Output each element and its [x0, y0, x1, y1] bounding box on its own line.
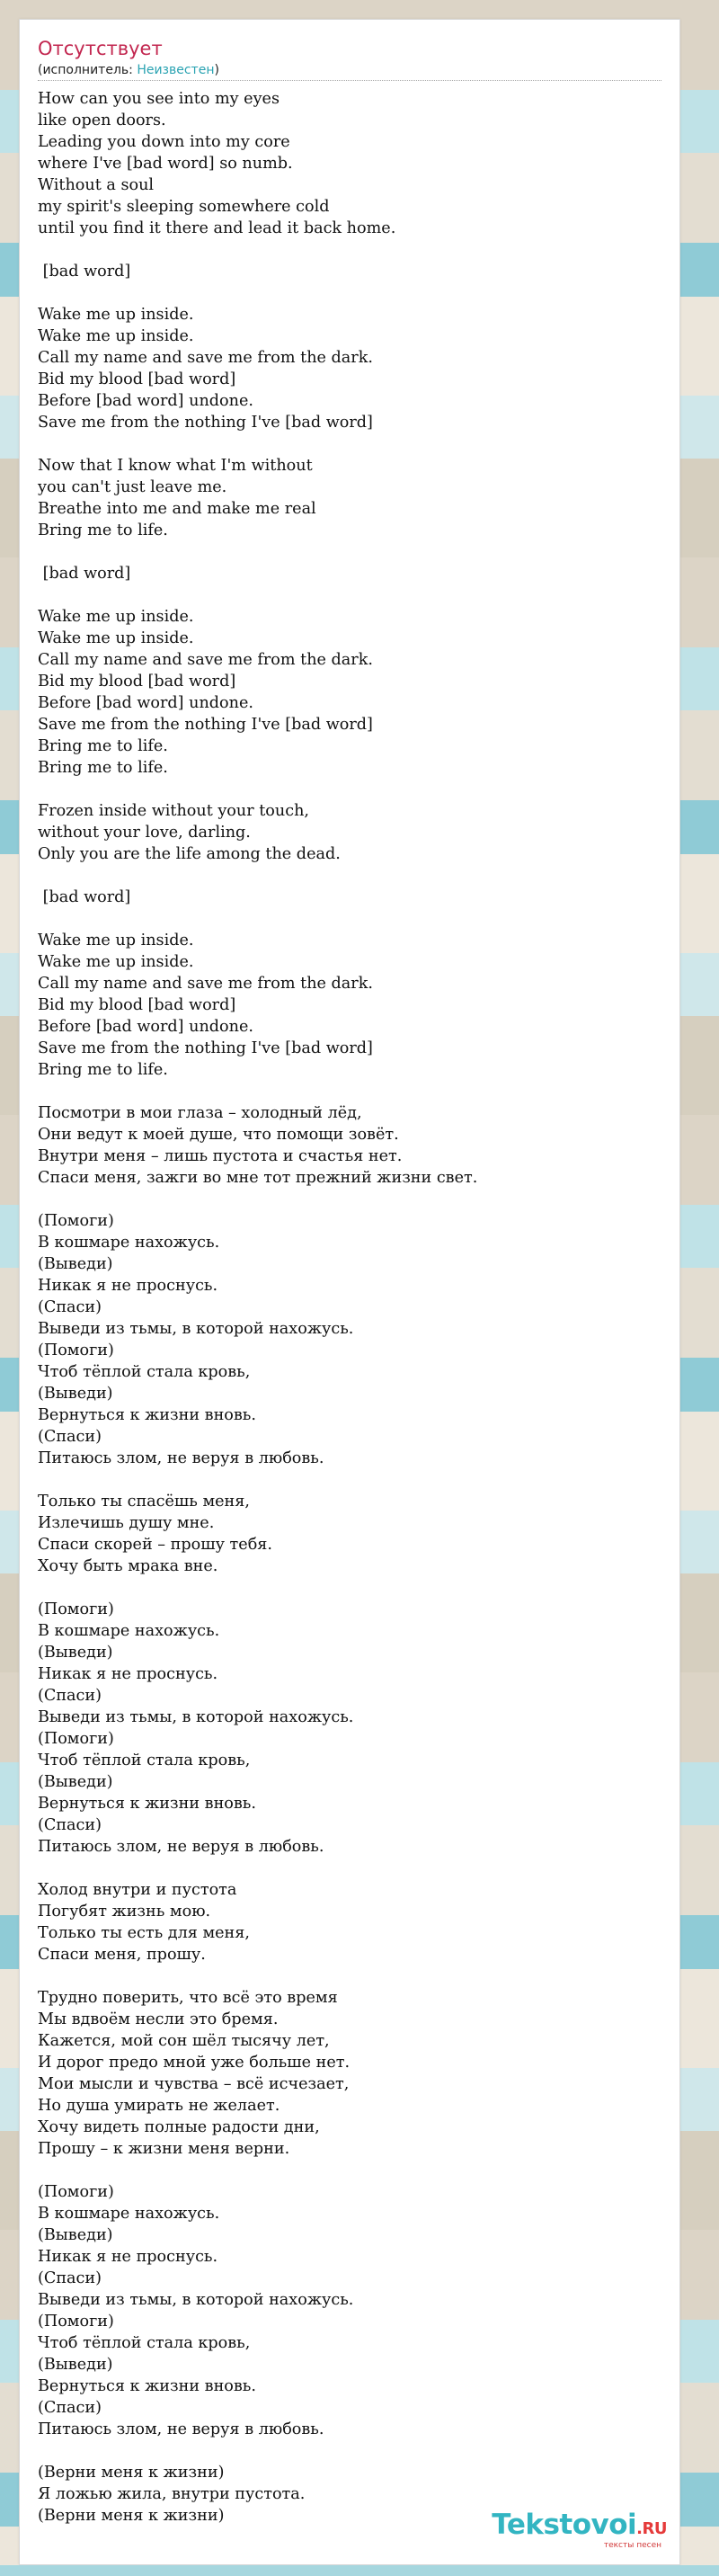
artist-line	[38, 63, 219, 77]
lyrics-text	[38, 88, 477, 2527]
lyrics-line: Save me from the nothing I've [bad word]	[38, 716, 373, 734]
lyrics-line: (Спаси)	[38, 1816, 102, 1834]
lyrics-line: Before [bad word] undone.	[38, 1018, 253, 1036]
lyrics-blank-line	[38, 779, 477, 800]
lyrics-line: How can you see into my eyes	[38, 90, 280, 108]
lyrics-line: Bid my blood [bad word]	[38, 370, 236, 388]
logo-main-text: Tekstovoi	[492, 2509, 637, 2541]
lyrics-line: Bring me to life.	[38, 759, 168, 777]
lyrics-line: Wake me up inside.	[38, 327, 194, 345]
lyrics-blank-line	[38, 2440, 477, 2462]
lyrics-line: Никак я не проснусь.	[38, 1277, 218, 1295]
lyrics-line: Посмотри в мои глаза – холодный лёд,	[38, 1104, 362, 1122]
lyrics-line: Only you are the life among the dead.	[38, 845, 341, 863]
lyrics-line: Call my name and save me from the dark.	[38, 651, 373, 669]
lyrics-blank-line	[38, 2160, 477, 2181]
lyrics-line: Никак я не проснусь.	[38, 2248, 218, 2266]
lyrics-line: (Выведи)	[38, 1773, 113, 1791]
lyrics-line: Излечишь душу мне.	[38, 1514, 215, 1532]
lyrics-blank-line	[38, 433, 477, 455]
lyrics-line: (Помоги)	[38, 1730, 114, 1748]
lyrics-line: Save me from the nothing I've [bad word]	[38, 414, 373, 432]
lyrics-line: Трудно поверить, что всё это время	[38, 1989, 338, 2007]
lyrics-line: [bad word]	[38, 565, 131, 583]
lyrics-line: my spirit's sleeping somewhere cold	[38, 198, 330, 216]
site-logo[interactable]	[492, 2511, 667, 2550]
lyrics-line: Before [bad word] undone.	[38, 694, 253, 712]
lyrics-line: Никак я не проснусь.	[38, 1665, 218, 1683]
lyrics-line: Wake me up inside.	[38, 306, 194, 324]
lyrics-line: (Выведи)	[38, 1385, 113, 1403]
lyrics-line: Call my name and save me from the dark.	[38, 349, 373, 367]
lyrics-line: Вернуться к жизни вновь.	[38, 2377, 256, 2395]
lyrics-line: Вернуться к жизни вновь.	[38, 1406, 256, 1424]
lyrics-line: (Помоги)	[38, 1341, 114, 1359]
lyrics-line: (Помоги)	[38, 1212, 114, 1230]
lyrics-line: Хочу видеть полные радости дни,	[38, 2118, 320, 2136]
lyrics-line: Питаюсь злом, не веруя в любовь.	[38, 1449, 324, 1467]
lyrics-line: where I've [bad word] so numb.	[38, 155, 293, 173]
lyrics-line: Мы вдвоём несли это бремя.	[38, 2010, 279, 2028]
lyrics-line: [bad word]	[38, 888, 131, 906]
lyrics-line: Мои мысли и чувства – всё исчезает,	[38, 2075, 350, 2093]
lyrics-line: Чтоб тёплой стала кровь,	[38, 1363, 251, 1381]
lyrics-line: Холод внутри и пустота	[38, 1881, 237, 1899]
lyrics-line: until you find it there and lead it back home.	[38, 219, 396, 237]
title-divider	[38, 80, 661, 81]
lyrics-line: В кошмаре нахожусь.	[38, 2205, 220, 2223]
lyrics-line: Bring me to life.	[38, 737, 168, 755]
lyrics-line: Bring me to life.	[38, 1061, 168, 1079]
lyrics-line: (Помоги)	[38, 2313, 114, 2331]
lyrics-blank-line	[38, 282, 477, 304]
lyrics-line: (Помоги)	[38, 1600, 114, 1618]
lyrics-line: И дорог предо мной уже больше нет.	[38, 2054, 351, 2072]
lyrics-line: Я ложью жила, внутри пустота.	[38, 2485, 306, 2503]
lyrics-line: Внутри меня – лишь пустота и счастья нет.	[38, 1147, 403, 1165]
lyrics-line: (Помоги)	[38, 2183, 114, 2201]
lyrics-line: Но душа умирать не желает.	[38, 2097, 280, 2115]
lyrics-line: Питаюсь злом, не веруя в любовь.	[38, 1838, 324, 1856]
lyrics-line: Save me from the nothing I've [bad word]	[38, 1039, 373, 1057]
lyrics-line: Before [bad word] undone.	[38, 392, 253, 410]
lyrics-line: Bring me to life.	[38, 521, 168, 539]
lyrics-line: Хочу быть мрака вне.	[38, 1557, 218, 1575]
lyrics-line: Только ты спасёшь меня,	[38, 1493, 250, 1511]
lyrics-blank-line	[38, 1858, 477, 1879]
lyrics-line: В кошмаре нахожусь.	[38, 1622, 220, 1640]
lyrics-line: Выведи из тьмы, в которой нахожусь.	[38, 1320, 354, 1338]
lyrics-line: Call my name and save me from the dark.	[38, 975, 373, 993]
lyrics-blank-line	[38, 1469, 477, 1491]
lyrics-line: (Верни меня к жизни)	[38, 2507, 225, 2525]
lyrics-line: Кажется, мой сон шёл тысячу лет,	[38, 2032, 330, 2050]
lyrics-line: Bid my blood [bad word]	[38, 996, 236, 1014]
lyrics-line: Breathe into me and make me real	[38, 500, 316, 518]
lyrics-line: (Выведи)	[38, 1644, 113, 1662]
lyrics-line: Чтоб тёплой стала кровь,	[38, 2334, 251, 2352]
lyrics-line: without your love, darling.	[38, 824, 251, 842]
artist-link[interactable]: Неизвестен	[137, 63, 215, 77]
logo-tld: .RU	[636, 2519, 667, 2538]
lyrics-line: Выведи из тьмы, в которой нахожусь.	[38, 1708, 354, 1726]
lyrics-line: (Выведи)	[38, 2356, 113, 2374]
lyrics-card	[19, 19, 680, 2565]
lyrics-line: (Верни меня к жизни)	[38, 2464, 225, 2482]
lyrics-line: Wake me up inside.	[38, 953, 194, 971]
lyrics-blank-line	[38, 1965, 477, 1987]
lyrics-blank-line	[38, 865, 477, 887]
lyrics-blank-line	[38, 584, 477, 606]
lyrics-blank-line	[38, 1577, 477, 1599]
lyrics-blank-line	[38, 908, 477, 930]
lyrics-line: (Спаси)	[38, 1428, 102, 1446]
lyrics-line: (Выведи)	[38, 1255, 113, 1273]
lyrics-line: Погубят жизнь мою.	[38, 1903, 211, 1921]
lyrics-line: Спаси скорей – прошу тебя.	[38, 1536, 272, 1554]
lyrics-line: Wake me up inside.	[38, 931, 194, 949]
lyrics-line: (Спаси)	[38, 1298, 102, 1316]
lyrics-line: Они ведут к моей душе, что помощи зовёт.	[38, 1126, 399, 1144]
song-title: Отсутствует	[38, 38, 163, 59]
artist-suffix: )	[214, 63, 219, 77]
lyrics-line: (Спаси)	[38, 2399, 102, 2417]
lyrics-blank-line	[38, 1081, 477, 1102]
lyrics-line: Прошу – к жизни меня верни.	[38, 2140, 290, 2158]
lyrics-line: Wake me up inside.	[38, 629, 194, 647]
logo-subtitle: тексты песен	[603, 2541, 661, 2550]
lyrics-line: (Спаси)	[38, 2269, 102, 2287]
lyrics-blank-line	[38, 541, 477, 563]
lyrics-line: Спаси меня, прошу.	[38, 1946, 206, 1964]
lyrics-line: Bid my blood [bad word]	[38, 673, 236, 691]
lyrics-line: like open doors.	[38, 111, 166, 129]
lyrics-line: (Спаси)	[38, 1687, 102, 1705]
lyrics-line: Спаси меня, зажги во мне тот прежний жизни свет.	[38, 1169, 478, 1187]
lyrics-line: Frozen inside without your touch,	[38, 802, 310, 820]
lyrics-line: Только ты есть для меня,	[38, 1924, 250, 1942]
lyrics-line: В кошмаре нахожусь.	[38, 1234, 220, 1252]
lyrics-line: Now that I know what I'm without	[38, 457, 313, 475]
artist-prefix: (исполнитель:	[38, 63, 138, 77]
lyrics-line: Чтоб тёплой стала кровь,	[38, 1752, 251, 1769]
bottom-stripe	[0, 2565, 719, 2576]
lyrics-line: Питаюсь злом, не веруя в любовь.	[38, 2420, 324, 2438]
lyrics-line: you can't just leave me.	[38, 478, 227, 496]
lyrics-blank-line	[38, 239, 477, 261]
lyrics-line: Without a soul	[38, 176, 155, 194]
lyrics-line: Leading you down into my core	[38, 133, 290, 151]
lyrics-blank-line	[38, 1189, 477, 1210]
lyrics-line: Wake me up inside.	[38, 608, 194, 626]
lyrics-line: [bad word]	[38, 263, 131, 281]
lyrics-line: (Выведи)	[38, 2226, 113, 2244]
lyrics-line: Выведи из тьмы, в которой нахожусь.	[38, 2291, 354, 2309]
lyrics-line: Вернуться к жизни вновь.	[38, 1795, 256, 1813]
